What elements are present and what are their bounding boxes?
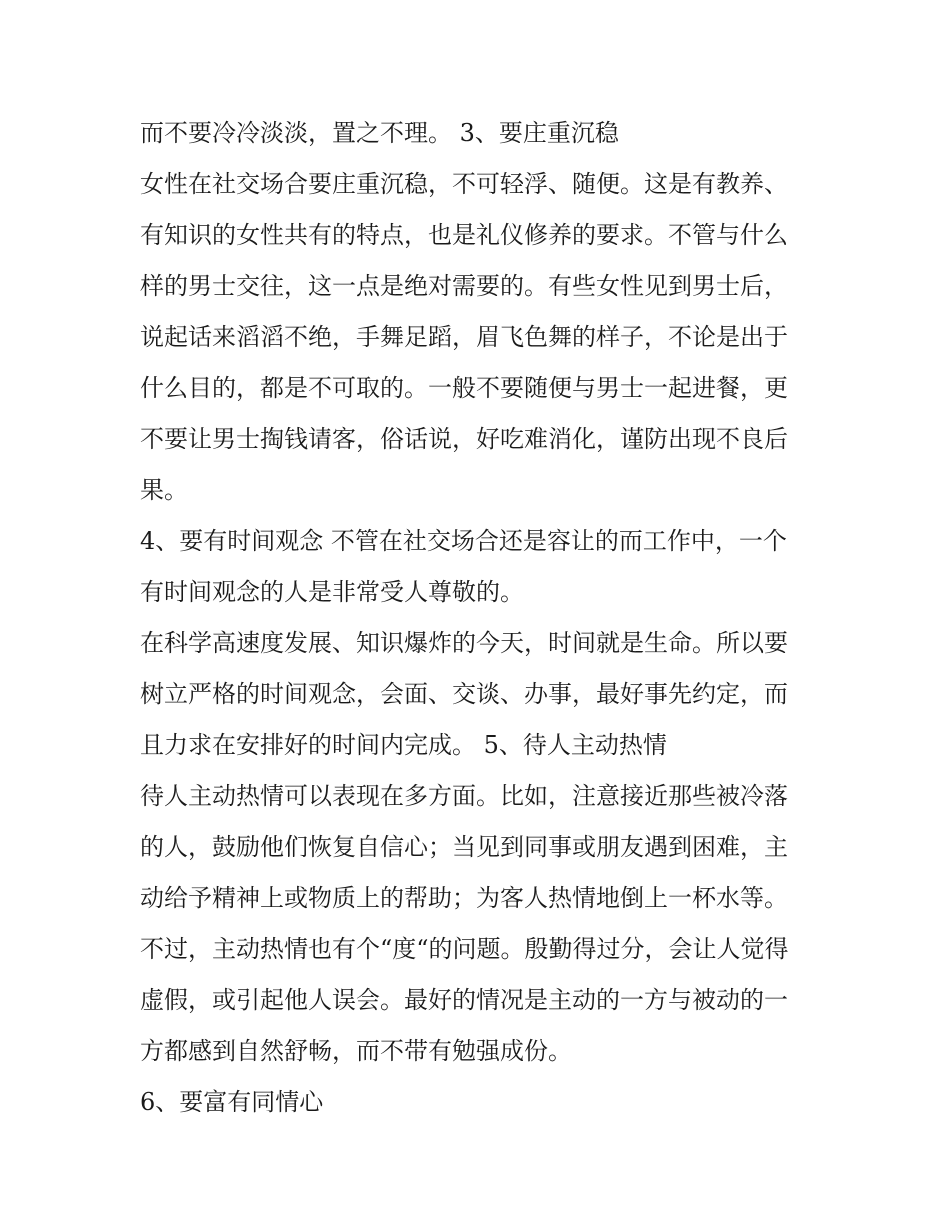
text-line: 女性在社交场合要庄重沉稳，不可轻浮、随便。这是有教养、 xyxy=(140,170,788,198)
text-line: 的人，鼓励他们恢复自信心；当见到同事或朋友遇到困难，主 xyxy=(140,833,788,861)
text-line: 方都感到自然舒畅，而不带有勉强成份。 xyxy=(140,1037,572,1065)
text-line: 动给予精神上或物质上的帮助；为客人热情地倒上一杯水等。 xyxy=(140,884,788,912)
text-line: 有时间观念的人是非常受人尊敬的。 xyxy=(140,578,524,606)
text-line: 树立严格的时间观念，会面、交谈、办事，最好事先约定，而 xyxy=(140,680,788,708)
text-line: 说起话来滔滔不绝，手舞足蹈，眉飞色舞的样子，不论是出于 xyxy=(140,323,788,351)
text-line: 果。 xyxy=(140,476,188,504)
text-line: 且力求在安排好的时间内完成。 5、待人主动热情 xyxy=(140,731,667,759)
body-text xyxy=(140,108,812,1128)
text-line: 什么目的，都是不可取的。一般不要随便与男士一起进餐，更 xyxy=(140,374,788,402)
text-line: 不要让男士掏钱请客，俗话说，好吃难消化，谨防出现不良后 xyxy=(140,425,788,453)
text-line: 6、要富有同情心 xyxy=(140,1088,324,1116)
text-line: 在科学高速度发展、知识爆炸的今天，时间就是生命。所以要 xyxy=(140,629,788,657)
text-line: 待人主动热情可以表现在多方面。比如，注意接近那些被冷落 xyxy=(140,782,788,810)
text-line: 而不要冷冷淡淡，置之不理。 3、要庄重沉稳 xyxy=(140,119,619,147)
text-line: 不过，主动热情也有个“度“的问题。殷勤得过分，会让人觉得 xyxy=(140,935,789,963)
text-line: 有知识的女性共有的特点，也是礼仪修养的要求。不管与什么 xyxy=(140,221,788,249)
text-line: 虚假，或引起他人误会。最好的情况是主动的一方与被动的一 xyxy=(140,986,788,1014)
text-line: 4、要有时间观念 不管在社交场合还是容让的而工作中，一个 xyxy=(140,527,787,555)
text-line: 样的男士交往，这一点是绝对需要的。有些女性见到男士后， xyxy=(140,272,788,300)
